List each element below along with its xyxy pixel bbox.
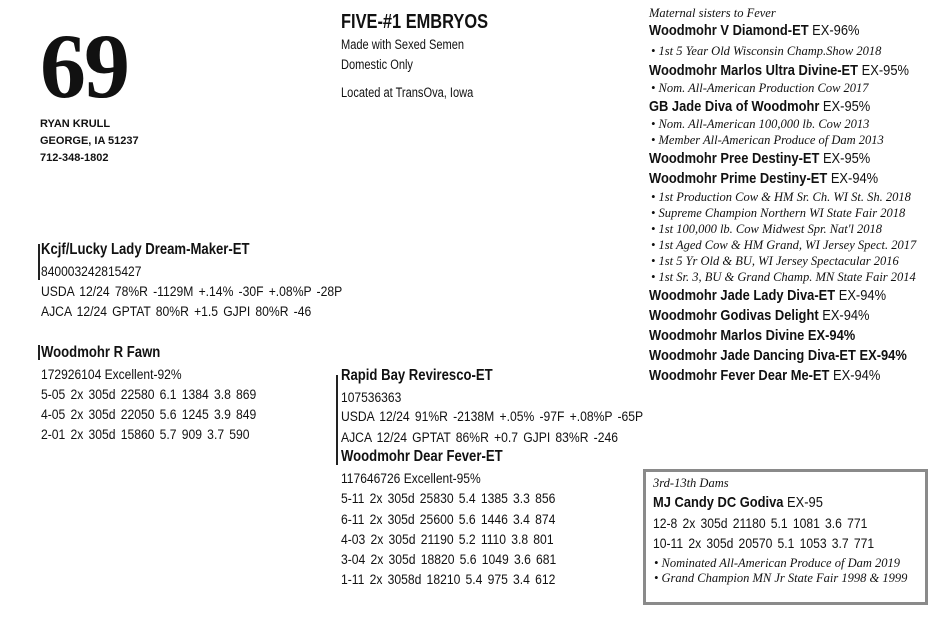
pedigree-line	[38, 345, 40, 360]
sister-name-text: Woodmohr Pree Destiny-ET	[649, 150, 820, 167]
header-line: Made with Sexed Semen	[341, 37, 465, 52]
dam-name: Woodmohr R Fawn	[41, 344, 161, 361]
dams-record: 10-11 2x 305d 20570 5.1 1053 3.7 771	[653, 536, 875, 551]
dam-record: 2-01 2x 305d 15860 5.7 909 3.7 590	[41, 427, 250, 442]
lot-number: 69	[40, 15, 128, 117]
sister-name	[649, 307, 870, 324]
dams-note: • Nominated All-American Produce of Dam 2019	[654, 556, 901, 570]
sister-name-text: Woodmohr Godivas Delight	[649, 307, 819, 324]
offering-title: FIVE-#1 EMBRYOS	[341, 11, 489, 33]
second-dam-record: 6-11 2x 305d 25600 5.6 1446 3.4 874	[341, 512, 556, 527]
sister-score: EX-94%	[832, 367, 881, 384]
sister-name	[649, 150, 870, 167]
dams-name-text: MJ Candy DC Godiva	[653, 494, 784, 511]
sister-name	[649, 287, 886, 304]
second-dam-record: 5-11 2x 305d 25830 5.4 1385 3.3 856	[341, 491, 556, 506]
header-line: Located at TransOva, Iowa	[341, 85, 474, 100]
second-dam-id: 117646726 Excellent-95%	[341, 470, 481, 486]
sire-ajca: AJCA 12/24 GPTAT 80%R +1.5 GJPI 80%R -46	[41, 304, 312, 319]
dam-sire-id: 107536363	[341, 389, 402, 405]
owner-phone: 712-348-1802	[40, 152, 109, 164]
sister-note: • 1st Sr. 3, BU & Grand Champ. MN State Fair 2014	[651, 270, 916, 284]
sister-name-text: Woodmohr Fever Dear Me-ET	[649, 367, 830, 384]
sister-name-text: Woodmohr Marlos Ultra Divine-ET	[649, 62, 859, 79]
sister-name	[649, 170, 878, 187]
dam-record: 5-05 2x 305d 22580 6.1 1384 3.8 869	[41, 387, 257, 402]
dam-sire-name: Rapid Bay Reviresco-ET	[341, 367, 493, 384]
sister-note: • 1st 100,000 lb. Cow Midwest Spr. Nat'l 2018	[651, 222, 883, 236]
second-dam-record: 3-04 2x 305d 18820 5.6 1049 3.6 681	[341, 552, 557, 567]
sister-score: EX-94%	[838, 287, 887, 304]
dam-sire-usda: USDA 12/24 91%R -2138M +.05% -97F +.08%P -65P	[341, 409, 644, 424]
sire-id: 840003242815427	[41, 263, 142, 279]
sister-note: • 1st Aged Cow & HM Grand, WI Jersey Spect. 2017	[651, 238, 917, 252]
sire-usda: USDA 12/24 78%R -1129M +.14% -30F +.08%P -28P	[41, 284, 343, 299]
pedigree-line	[336, 375, 338, 465]
second-dam-name: Woodmohr Dear Fever-ET	[341, 448, 503, 465]
dams-record: 12-8 2x 305d 21180 5.1 1081 3.6 771	[653, 516, 868, 531]
sister-score: EX-95%	[822, 98, 871, 115]
sister-name	[649, 327, 855, 344]
second-dam-record: 4-03 2x 305d 21190 5.2 1110 3.8 801	[341, 532, 554, 547]
header-line: Domestic Only	[341, 57, 413, 72]
sister-name-text: Woodmohr Marlos Divine	[649, 327, 805, 344]
sister-score: EX-95%	[861, 62, 909, 79]
sister-score: EX-95%	[822, 150, 871, 167]
sister-score: EX-94%	[807, 327, 856, 344]
sister-note: • Member All-American Produce of Dam 2013	[651, 133, 884, 147]
sister-score: EX-94%	[822, 307, 870, 324]
sister-score: EX-94%	[830, 170, 879, 187]
sister-name-text: Woodmohr V Diamond-ET	[649, 22, 809, 39]
sister-score: EX-96%	[812, 22, 860, 39]
sister-note: • 1st Production Cow & HM Sr. Ch. WI St. Sh. 2018	[651, 190, 911, 204]
dams-name	[653, 494, 823, 511]
sister-name	[649, 98, 870, 115]
sister-note: • Nom. All-American 100,000 lb. Cow 2013	[651, 117, 870, 131]
dams-score: EX-95	[787, 494, 823, 511]
sister-name	[649, 347, 907, 364]
owner-name: RYAN KRULL	[40, 118, 111, 130]
maternal-sisters-heading: Maternal sisters to Fever	[649, 6, 776, 20]
sister-note: • 1st 5 Year Old Wisconsin Champ.Show 2018	[651, 44, 882, 58]
owner-city: GEORGE, IA 51237	[40, 135, 139, 147]
second-dam-record: 1-11 2x 3058d 18210 5.4 975 3.4 612	[341, 572, 556, 587]
sister-name-text: Woodmohr Jade Lady Diva-ET	[649, 287, 836, 304]
sister-name-text: Woodmohr Prime Destiny-ET	[649, 170, 828, 187]
sister-name-text: GB Jade Diva of Woodmohr	[649, 98, 820, 115]
dams-note: • Grand Champion MN Jr State Fair 1998 & 1999	[654, 571, 908, 585]
sister-note: • Supreme Champion Northern WI State Fair 2018	[651, 206, 906, 220]
sister-name	[649, 22, 859, 39]
sister-name	[649, 367, 880, 384]
dam-id: 172926104 Excellent-92%	[41, 366, 182, 382]
sister-score: EX-94%	[859, 347, 907, 364]
sister-note: • Nom. All-American Production Cow 2017	[651, 81, 869, 95]
pedigree-line	[38, 244, 40, 280]
sister-name-text: Woodmohr Jade Dancing Diva-ET	[649, 347, 856, 364]
sister-note: • 1st 5 Yr Old & BU, WI Jersey Spectacular 2016	[651, 254, 899, 268]
dam-sire-ajca: AJCA 12/24 GPTAT 86%R +0.7 GJPI 83%R -246	[341, 430, 619, 445]
dam-record: 4-05 2x 305d 22050 5.6 1245 3.9 849	[41, 407, 257, 422]
owner-block	[40, 116, 139, 167]
sister-name	[649, 62, 909, 79]
sire-name: Kcjf/Lucky Lady Dream-Maker-ET	[41, 241, 250, 258]
dams-heading: 3rd-13th Dams	[653, 476, 729, 490]
